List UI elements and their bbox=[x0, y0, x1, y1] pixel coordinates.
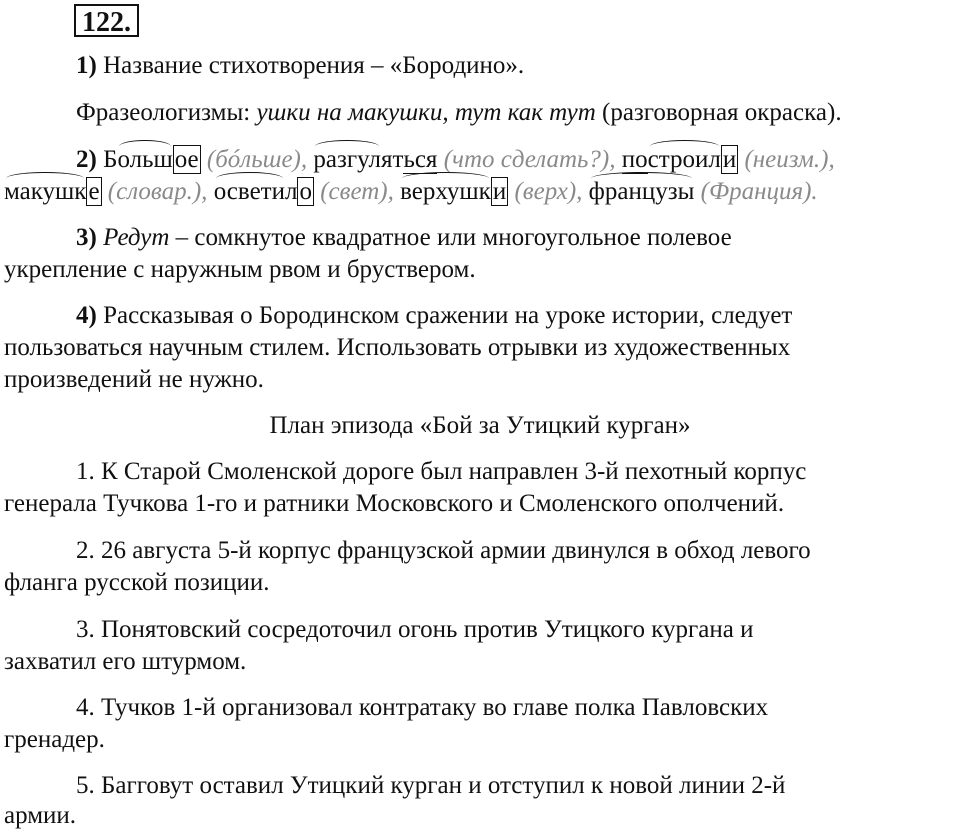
word-suffix: ят bbox=[381, 146, 404, 173]
plan-item-4-line-2: гренадер. bbox=[4, 726, 105, 753]
paragraph-2-line-1 bbox=[4, 144, 956, 176]
word-root: макушк bbox=[4, 176, 86, 208]
word-root: освети bbox=[214, 176, 285, 208]
word-ending: и bbox=[492, 178, 507, 205]
word-root: верхушк bbox=[400, 176, 491, 208]
word-razgulyatsya bbox=[313, 146, 437, 173]
paragraph-3-line-2: укрепление с наружным рвом и бруствером. bbox=[4, 256, 476, 283]
hint-3: (неизм.), bbox=[744, 146, 835, 173]
paragraph-4-text: Рассказывая о Бородинском сражении на уроке истории, следует bbox=[103, 302, 793, 329]
word-part: Б bbox=[103, 146, 118, 173]
word-root: французы bbox=[589, 176, 695, 208]
paragraph-2-line-2 bbox=[4, 176, 956, 208]
word-ending: ое bbox=[174, 146, 199, 173]
word-root: разгул bbox=[313, 144, 381, 176]
word-root: ольш bbox=[117, 144, 172, 176]
word-ending: о bbox=[299, 178, 312, 205]
poem-title-line: Название стихотворения – «Бородино». bbox=[103, 52, 525, 79]
word-postroili bbox=[622, 146, 738, 173]
hint-4: (словар.), bbox=[107, 178, 208, 205]
hint-5: (свет), bbox=[320, 178, 394, 205]
hint-6: (верх), bbox=[514, 178, 583, 205]
word-ending: и bbox=[722, 146, 737, 173]
word-ending: е bbox=[88, 178, 100, 205]
plan-item-1-line-2: генерала Тучкова 1-го и ратники Московского и Смоленского ополчений. bbox=[4, 490, 785, 517]
word-prefix: по bbox=[621, 146, 648, 173]
item-label-3: 3) bbox=[76, 224, 97, 251]
paragraph-1 bbox=[4, 50, 956, 82]
phraseo-examples: ушки на макушки, тут как тут bbox=[256, 99, 596, 126]
word-postfix: ься bbox=[403, 146, 438, 173]
word-makushke bbox=[4, 178, 102, 205]
plan-item-5-line-1: 5. Багговут оставил Утицкий курган и отступил к новой линии 2-й bbox=[76, 772, 786, 799]
word-bolshoe bbox=[103, 146, 201, 173]
item-label-1: 1) bbox=[76, 52, 97, 79]
paragraph-4-line-1 bbox=[4, 300, 956, 332]
hint-7: (Франция). bbox=[700, 178, 818, 205]
word-osvetilo bbox=[214, 178, 314, 205]
plan-item-2-line-2: фланга русской позиции. bbox=[4, 569, 270, 596]
item-label-2: 2) bbox=[76, 146, 97, 173]
term-redut: Редут bbox=[103, 224, 170, 251]
plan-item-4-line-1: 4. Тучков 1-й организовал контратаку во главе полка Павловских bbox=[76, 694, 769, 721]
item-label-4: 4) bbox=[76, 302, 97, 329]
plan-item-3-line-1: 3. Понятовский сосредоточил огонь против Утицкого кургана и bbox=[76, 616, 754, 643]
definition-part-1: – сомкнутое квадратное или многоугольное полевое bbox=[175, 224, 732, 251]
phraseo-note: (разговорная окраска). bbox=[602, 99, 842, 126]
hint-2: (что сделать?), bbox=[443, 146, 616, 173]
plan-item-1-line-1: 1. К Старой Смоленской дороге был направлен 3-й пехотный корпус bbox=[76, 458, 807, 485]
word-verkhushki bbox=[400, 178, 508, 205]
paragraph-4-line-3: произведений не нужно. bbox=[4, 366, 264, 393]
hint-1: (бóльше), bbox=[206, 146, 308, 173]
plan-item-3-line-2: захватил его штурмом. bbox=[4, 648, 247, 675]
exercise-number: 122. bbox=[74, 4, 139, 37]
word-root: строил bbox=[648, 144, 721, 176]
phraseo-label: Фразеологизмы: bbox=[76, 99, 251, 126]
plan-title: План эпизода «Бой за Утицкий курган» bbox=[269, 412, 691, 439]
paragraph-3-line-1 bbox=[4, 222, 956, 254]
word-frantsuzy bbox=[589, 178, 695, 205]
paragraph-4-line-2: пользоваться научным стилем. Использовать отрывки из художественных bbox=[4, 334, 791, 361]
plan-item-5-line-2: армии. bbox=[4, 802, 77, 829]
word-suffix: л bbox=[284, 178, 298, 205]
phraseologisms-line bbox=[4, 97, 956, 129]
plan-item-2-line-1: 2. 26 августа 5-й корпус французской армии двинулся в обход левого bbox=[76, 537, 811, 564]
